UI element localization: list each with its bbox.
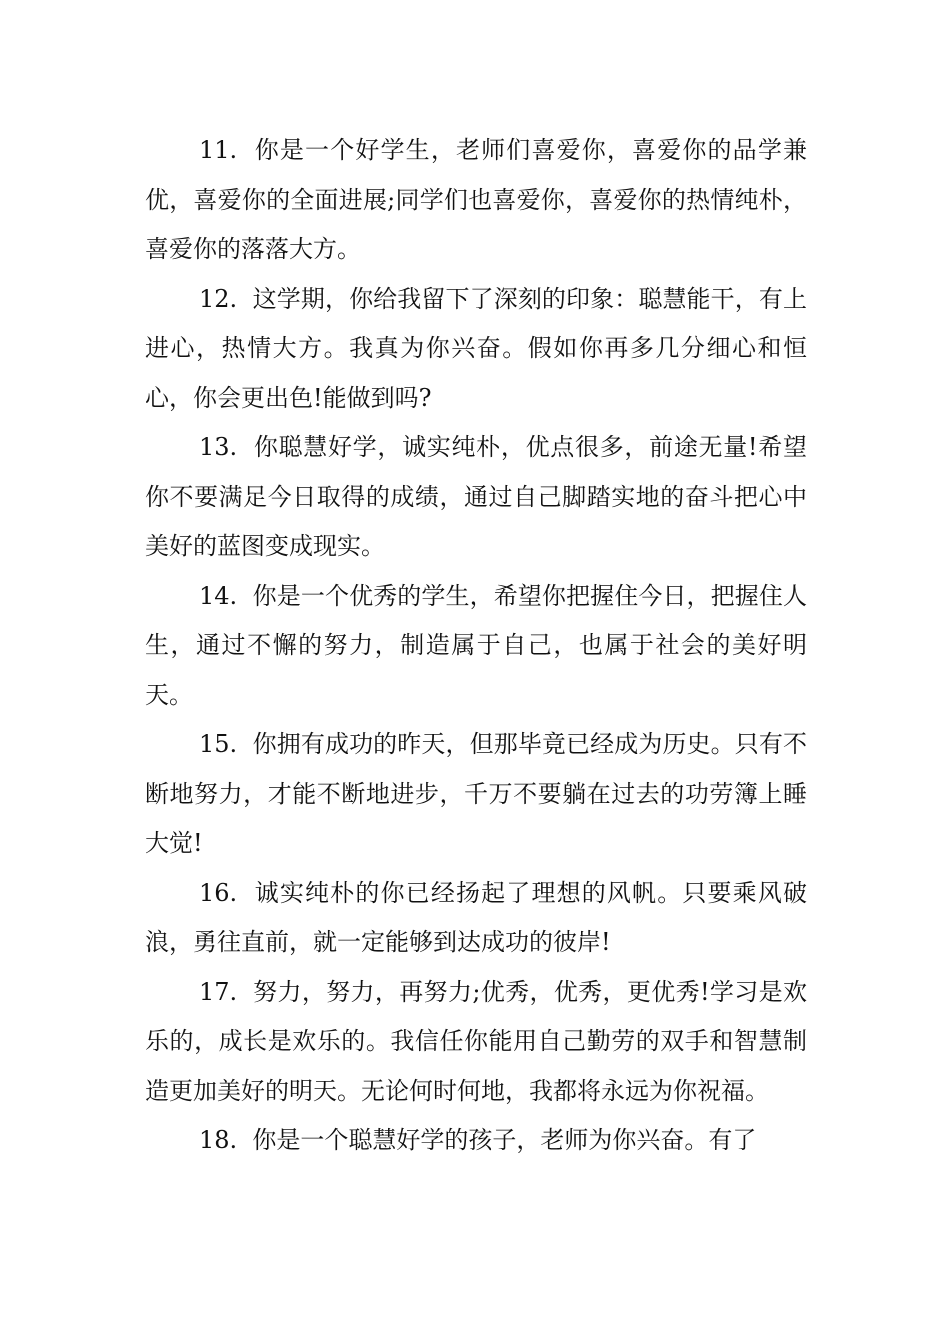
paragraph-12: 12. 这学期，你给我留下了深刻的印象：聪慧能干，有上进心，热情大方。我真为你兴奋。假如你再多几分细心和恒心，你会更出色!能做到吗?: [145, 284, 807, 412]
document-body: [145, 126, 807, 1166]
paragraph-11: 11. 你是一个好学生，老师们喜爱你，喜爱你的品学兼优，喜爱你的全面进展;同学们也喜爱你，喜爱你的热情纯朴，喜爱你的落落大方。: [145, 136, 807, 263]
paragraph-17: 17. 努力，努力，再努力;优秀，优秀，更优秀!学习是欢乐的，成长是欢乐的。我信任你能用自己勤劳的双手和智慧制造更加美好的明天。无论何时何地，我都将永远为你祝福。: [145, 977, 807, 1105]
paragraph-13: 13. 你聪慧好学，诚实纯朴，优点很多，前途无量!希望你不要满足今日取得的成绩，通过自己脚踏实地的奋斗把心中美好的蓝图变成现实。: [145, 433, 807, 560]
paragraph-14: 14. 你是一个优秀的学生，希望你把握住今日，把握住人生，通过不懈的努力，制造属于自己，也属于社会的美好明天。: [145, 581, 807, 709]
paragraph-18: 18. 你是一个聪慧好学的孩子，老师为你兴奋。有了: [199, 1126, 757, 1154]
paragraph-16: 16. 诚实纯朴的你已经扬起了理想的风帆。只要乘风破浪，勇往直前，就一定能够到达成功的彼岸!: [145, 878, 807, 956]
paragraph-15: 15. 你拥有成功的昨天，但那毕竟已经成为历史。只有不断地努力，才能不断地进步，千万不要躺在过去的功劳簿上睡大觉!: [145, 730, 807, 857]
